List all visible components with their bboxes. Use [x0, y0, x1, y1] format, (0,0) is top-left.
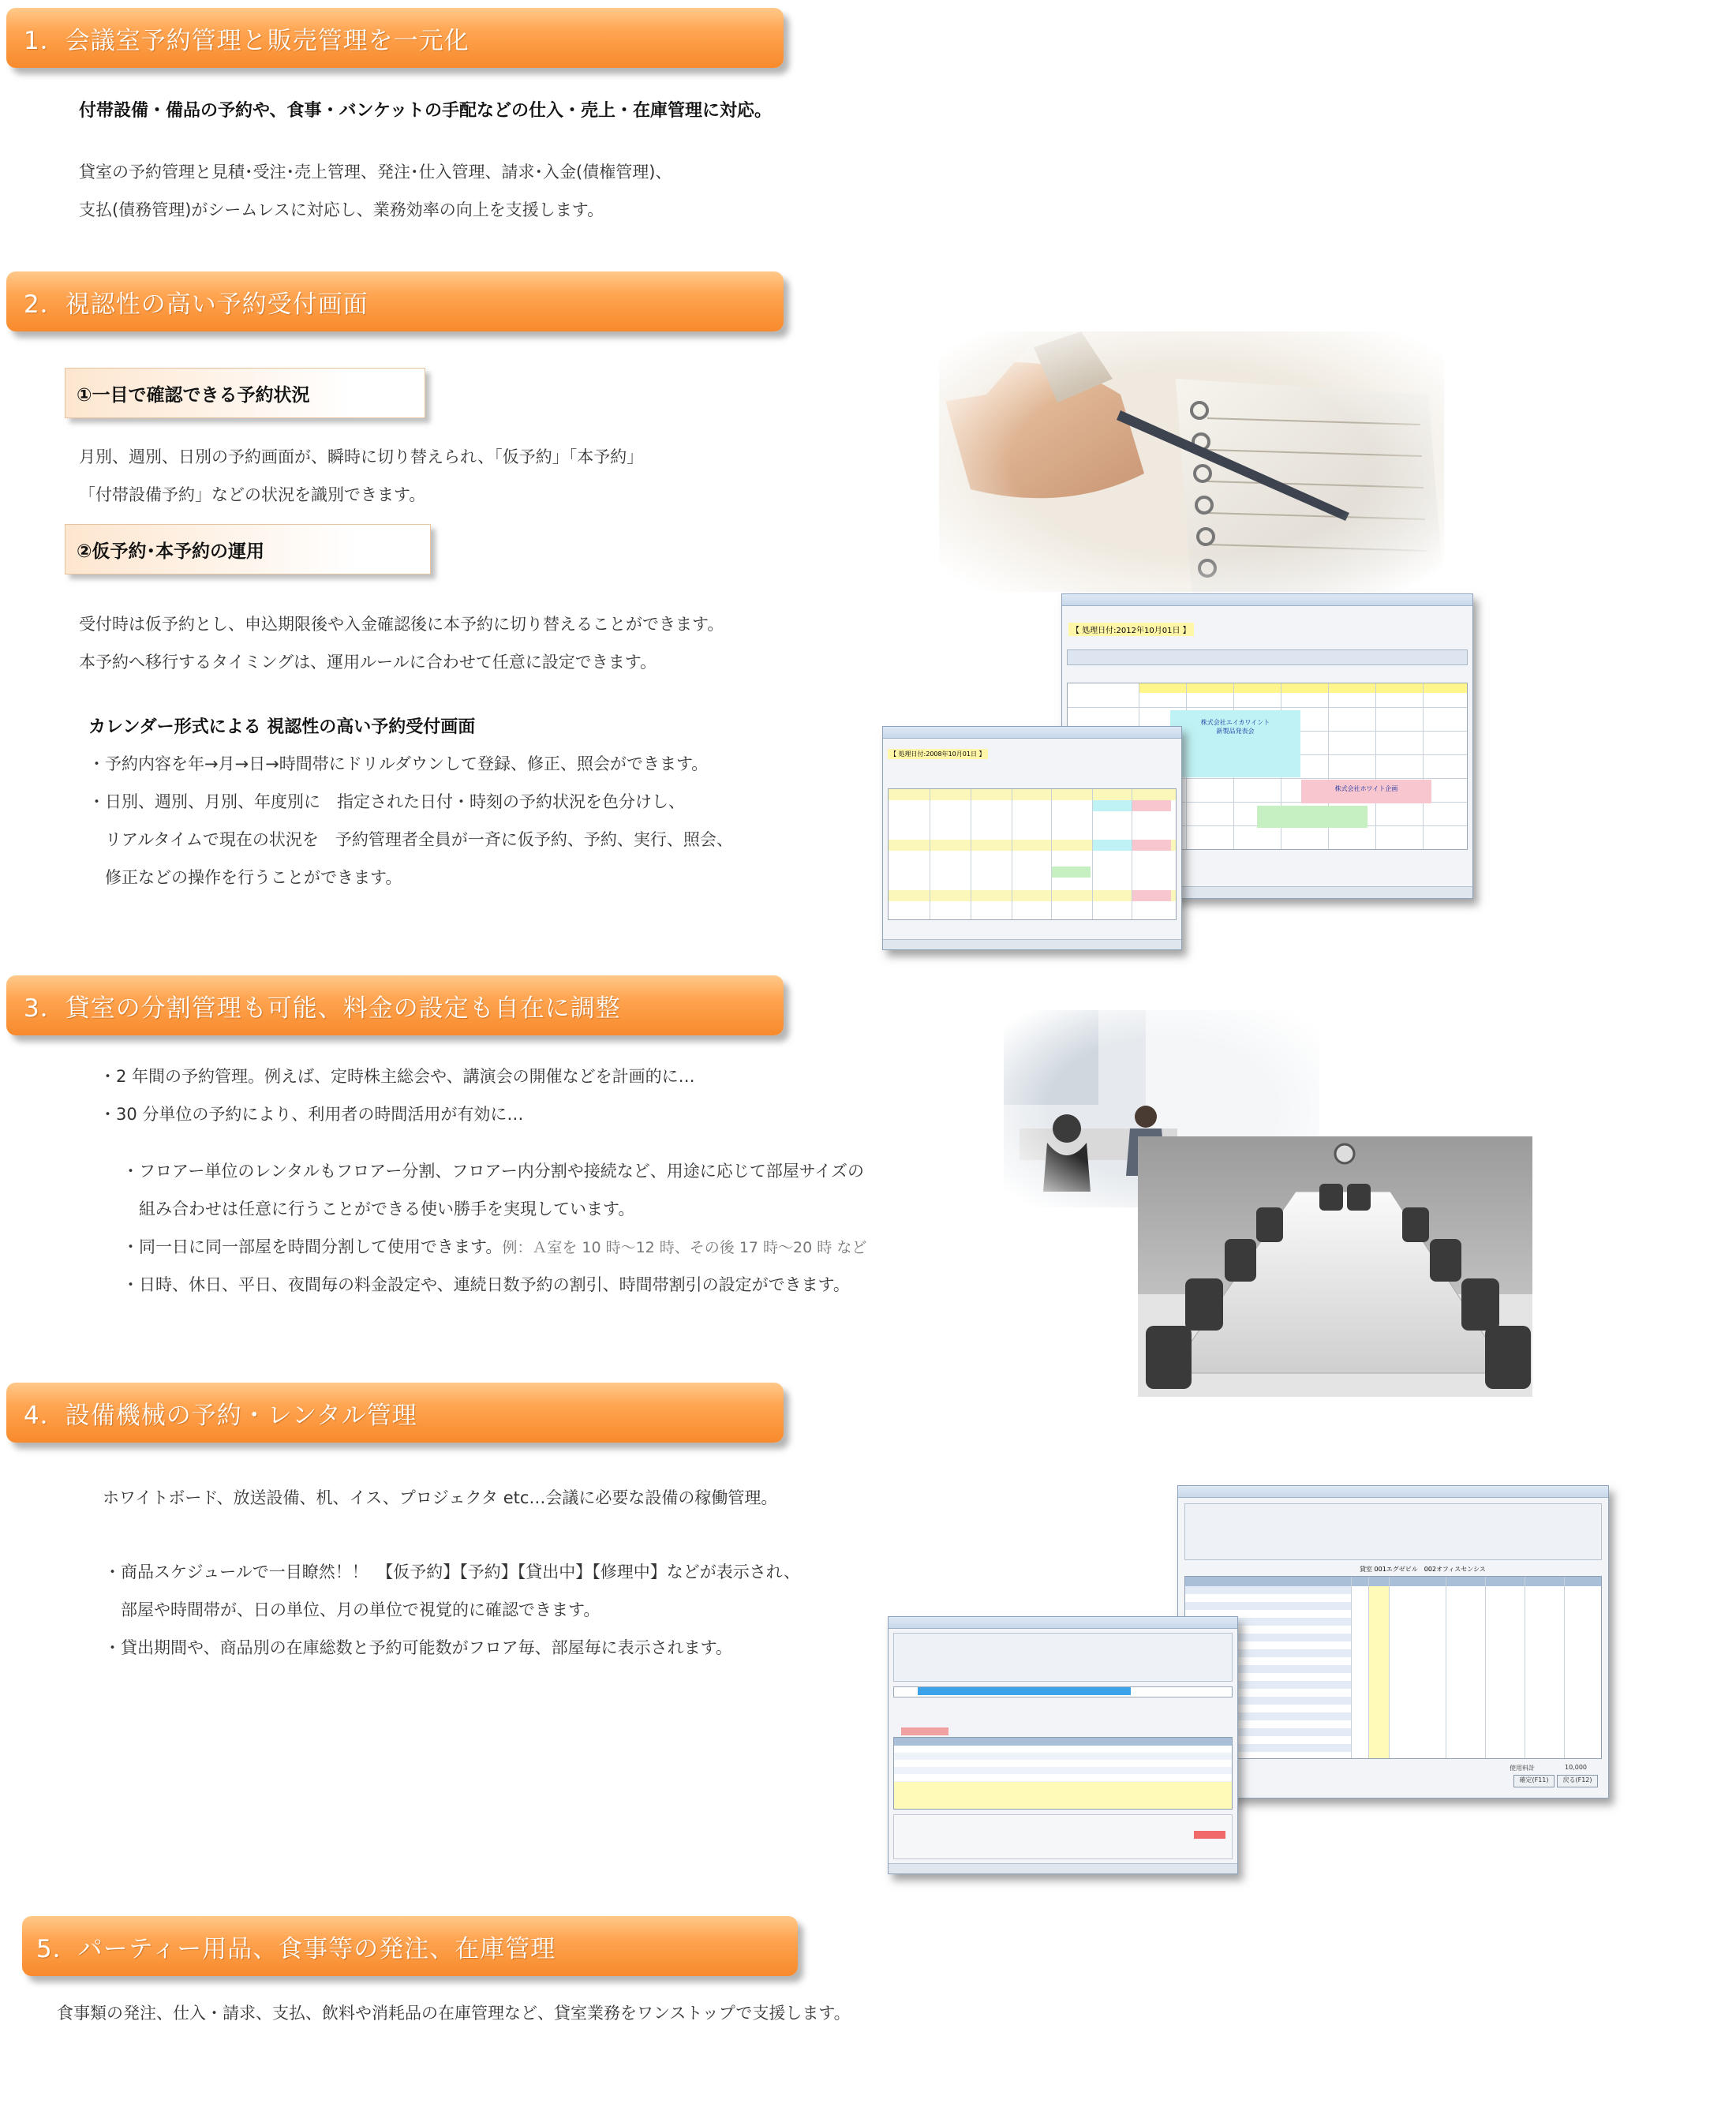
- calendar-toolbar: [1067, 649, 1468, 665]
- booking-name-2: 株式会社ホワイト企画: [1334, 785, 1398, 792]
- reservation-operation-text-line2: 本予約へ移行するタイミングは、運用ルールに合わせて任意に設定できます。: [79, 653, 657, 672]
- back-button[interactable]: 戻る(F12): [1557, 1775, 1598, 1787]
- equipment-total-label: 使用料計: [1510, 1765, 1535, 1772]
- section3-bullet5-example: 例：Ａ室を 10 時～12 時、その後 17 時～20 時 など: [502, 1239, 867, 1256]
- section1-lead: 付帯設備・備品の予約や、食事・バンケットの手配などの仕入・売上・在庫管理に対応。: [79, 101, 773, 121]
- calendar-bullet3: リアルタイムで現在の状況を 予約管理者全員が一斉に仮予約、予約、実行、照会、: [88, 830, 733, 849]
- booking-block-pink: [1301, 780, 1431, 803]
- schedule-red-tab: [901, 1727, 948, 1735]
- window-statusbar: [889, 1863, 1237, 1873]
- section1-header: [6, 8, 784, 68]
- subheader-reservation-operation-label: ②仮予約･本予約の運用: [77, 541, 264, 562]
- subheader-at-a-glance-label: ①一目で確認できる予約状況: [77, 384, 310, 406]
- reservation-operation-text-line1: 受付時は仮予約とし、申込期限後や入金確認後に本予約に切り替えることができます。: [79, 615, 724, 634]
- equipment-table-title: 貸室 001エグゼビル 002オフィスセンシス: [1360, 1566, 1486, 1573]
- section1-title: 1．会議室予約管理と販売管理を一元化: [24, 26, 470, 55]
- booking-name-1: 株式会社エイカワイント: [1200, 719, 1270, 726]
- section3-bullet5: ・同一日に同一部屋を時間分割して使用できます。: [122, 1237, 503, 1256]
- section3-bullet5-line: [122, 1234, 866, 1258]
- section5-header: [22, 1916, 798, 1976]
- month-grid: [888, 788, 1177, 920]
- equipment-screenshot-front: [888, 1616, 1238, 1874]
- section5-body: 食事類の発注、仕入・請求、支払、飲料や消耗品の在庫管理など、貸室業務をワンストップで支援します。: [57, 2004, 851, 2023]
- window-titlebar: [889, 1617, 1237, 1629]
- section3-bullet1: ・2 年間の予約管理。例えば、定時株主総会や、講演会の開催などを計画的に…: [99, 1067, 695, 1086]
- section2-title: 2．視認性の高い予約受付画面: [24, 290, 369, 319]
- processing-date-label: 【 処理日付:2012年10月01日 】: [1068, 623, 1194, 636]
- at-a-glance-text-line1: 月別、週別、日別の予約画面が、瞬時に切り替えられ、「仮予約」「本予約」: [79, 447, 644, 466]
- window-statusbar: [883, 939, 1181, 949]
- section3-bullet6: ・日時、休日、平日、夜間毎の料金設定や、連続日数予約の割引、時間帯割引の設定ができます。: [122, 1275, 850, 1294]
- booking-block-cyan: [1170, 710, 1300, 777]
- section5-title: 5．パーティー用品、食事等の発注、在庫管理: [36, 1934, 556, 1963]
- section3-bullet3: ・フロアー単位のレンタルもフロアー分割、フロアー内分割や接続など、用途に応じて部屋サイズの: [122, 1162, 865, 1181]
- booking-block-green: [1257, 806, 1367, 828]
- section2-header: [6, 271, 784, 331]
- calendar-bullet1: ・予約内容を年→月→日→時間帯にドリルダウンして登録、修正、照会ができます。: [88, 754, 709, 773]
- calendar-heading: カレンダー形式による 視認性の高い予約受付画面: [88, 717, 476, 737]
- section3-title: 3．貸室の分割管理も可能、料金の設定も自在に調整: [24, 994, 621, 1023]
- section3-header: [6, 975, 784, 1035]
- section4-bullet2: 部屋や時間帯が、日の単位、月の単位で視覚的に確認できます。: [104, 1600, 600, 1619]
- processing-date-label-small: 【 処理日付:2008年10月01日 】: [888, 749, 988, 759]
- section3-bullet2: ・30 分単位の予約により、利用者の時間活用が有効に…: [99, 1105, 524, 1124]
- calendar-bullet4: 修正などの操作を行うことができます。: [88, 868, 402, 887]
- subheader-at-a-glance: [65, 368, 425, 418]
- subheader-reservation-operation: [65, 524, 431, 575]
- section4-header: [6, 1383, 784, 1443]
- schedule-totals: [893, 1814, 1233, 1859]
- confirm-button[interactable]: 確定(F11): [1513, 1775, 1555, 1787]
- timeline-header: [1139, 683, 1467, 693]
- section1-body-line1: 貸室の予約管理と見積･受注･売上管理、発注･仕入管理、請求･入金(債権管理)、: [79, 163, 672, 182]
- section4-bullet3: ・貸出期間や、商品別の在庫総数と予約可能数がフロア毎、部屋毎に表示されます。: [104, 1638, 732, 1657]
- schedule-form: [893, 1633, 1233, 1682]
- schedule-table: [893, 1737, 1233, 1810]
- equipment-table: [1184, 1576, 1602, 1759]
- calendar-bullet2: ・日別、週別、月別、年度別に 指定された日付・時刻の予約状況を色分けし、: [88, 792, 685, 811]
- section4-intro: ホワイトボード、放送設備、机、イス、プロジェクタ etc…会議に必要な設備の稼働管理。: [103, 1488, 778, 1507]
- window-titlebar: [883, 727, 1181, 739]
- equipment-screenshot-back: [1177, 1485, 1609, 1798]
- conference-room-photo: [1138, 1136, 1532, 1397]
- equipment-total-value: 10,000: [1565, 1764, 1587, 1771]
- section4-title: 4．設備機械の予約・レンタル管理: [24, 1401, 417, 1430]
- equipment-info-panel: [1184, 1503, 1602, 1560]
- section1-body-line2: 支払(債務管理)がシームレスに対応し、業務効率の向上を支援します。: [79, 200, 604, 219]
- booking-sub-1: 新製品発表会: [1216, 728, 1255, 735]
- calendar-screenshot-small: [882, 726, 1182, 950]
- notebook-photo: [939, 331, 1444, 592]
- window-titlebar: [1178, 1486, 1608, 1498]
- section3-bullet4: 組み合わせは任意に行うことができる使い勝手を実現しています。: [122, 1200, 635, 1218]
- window-titlebar: [1062, 594, 1472, 606]
- section4-bullet1: ・商品スケジュールで一目瞭然！！ 【仮予約】【予約】【貸出中】【修理中】などが表示され、: [104, 1563, 800, 1581]
- at-a-glance-text-line2: 「付帯設備予約」などの状況を識別できます。: [79, 485, 426, 504]
- schedule-timeline: [893, 1686, 1233, 1697]
